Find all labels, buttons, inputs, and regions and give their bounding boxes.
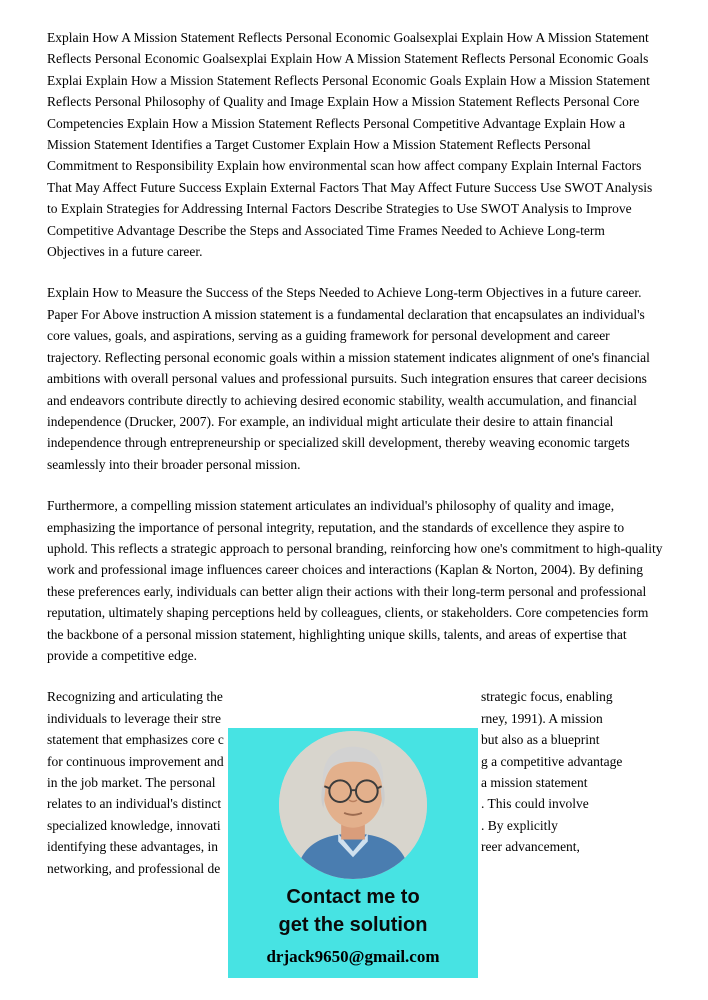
paragraph-line [47,708,663,729]
line-fragment-right: . This could involve [481,796,589,812]
promo-overlay [228,728,478,978]
line-fragment-right: reer advancement, [481,839,580,855]
man-photo-avatar [279,731,427,879]
line-fragment-left: Recognizing and articulating the [47,689,223,705]
contact-message-line-1: Contact me to [286,886,420,908]
line-fragment-right: a mission statement [481,774,588,790]
essay-paragraph-2: Explain How to Measure the Success of the Steps Needed to Achieve Long-term Objectives in a future career. Paper For Above instruction A mission statement is a fundamental declaration that encapsulates an individual's core values, goals, and aspirations, serving as a guiding framework for personal development and career trajectory. Reflecting personal economic goals within a mission statement indicates alignment of one's financial ambitions with overall personal values and professional pursuits. Such integration ensures that career decisions and endeavors contribute directly to achieving desired economic stability, wealth accumulation, and financial independence (Drucker, 2007). For example, an individual might articulate their desire to attain financial independence through entrepreneurship or specialized skill development, thereby weaving economic targets seamlessly into their broader personal mission. [47,285,650,472]
essay-paragraph-3: Furthermore, a compelling mission statement articulates an individual's philosophy of quality and image, emphasizing the importance of personal integrity, reputation, and the standards of excellence they aspire to uphold. This reflects a strategic approach to personal branding, reinforcing how one's commitment to high-quality work and professional image influences career choices and interactions (Kaplan & Norton, 2004). By defining these preferences early, individuals can better align their actions with their long-term personal and professional reputation, ultimately shaping perceptions held by colleagues, clients, or stakeholders. Core competencies form the backbone of a personal mission statement, highlighting unique skills, talents, and areas of expertise that provide a competitive edge. [47,498,663,663]
line-fragment-right: g a competitive advantage [481,753,623,769]
line-fragment-left: individuals to leverage their stre [47,710,221,726]
line-fragment-right: rney, 1991). A mission [481,710,603,726]
contact-email: drjack9650@gmail.com [266,947,440,966]
avatar [279,731,427,879]
line-fragment-left: networking, and professional de [47,860,221,876]
line-fragment-left: for continuous improvement and [47,753,224,769]
line-fragment-left: identifying these advantages, in [47,839,218,855]
paragraph-line [47,686,663,707]
line-fragment-left: relates to an individual's distinct [47,796,222,812]
line-fragment-right: strategic focus, enabling [481,689,613,705]
contact-message-line-2: get the solution [278,914,428,936]
essay-paragraph-1: Explain How A Mission Statement Reflects Personal Economic Goalsexplai Explain How A Mission Statement Reflects Personal Economic Goalsexplai Explain How A Mission Statement Reflects Personal Economic Goals Explai Explain How a Mission Statement Reflects Personal Economic Goals Explain How a Mission Statement Reflects Personal Philosophy of Quality and Image Explain How a Mission Statement Reflects Personal Core Competencies Explain How a Mission Statement Reflects Personal Competitive Advantage Explain How a Mission Statement Identifies a Target Customer Explain How a Mission Statement Reflects Personal Commitment to Responsibility Explain how environmental scan how affect company Explain Internal Factors That May Affect Future Success Explain External Factors That May Affect Future Success Use SWOT Analysis to Explain Strategies for Addressing Internal Factors Describe Strategies to Use SWOT Analysis to Improve Competitive Advantage Describe the Steps and Associated Time Frames Needed to Achieve Long-term Objectives in a future career. [47,30,653,260]
line-fragment-left: specialized knowledge, innovati [47,817,221,833]
line-fragment-right: but also as a blueprint [481,732,600,748]
line-fragment-left: statement that emphasizes core c [47,732,224,748]
line-fragment-left: in the job market. The personal [47,774,216,790]
line-fragment-right: . By explicitly [481,817,558,833]
